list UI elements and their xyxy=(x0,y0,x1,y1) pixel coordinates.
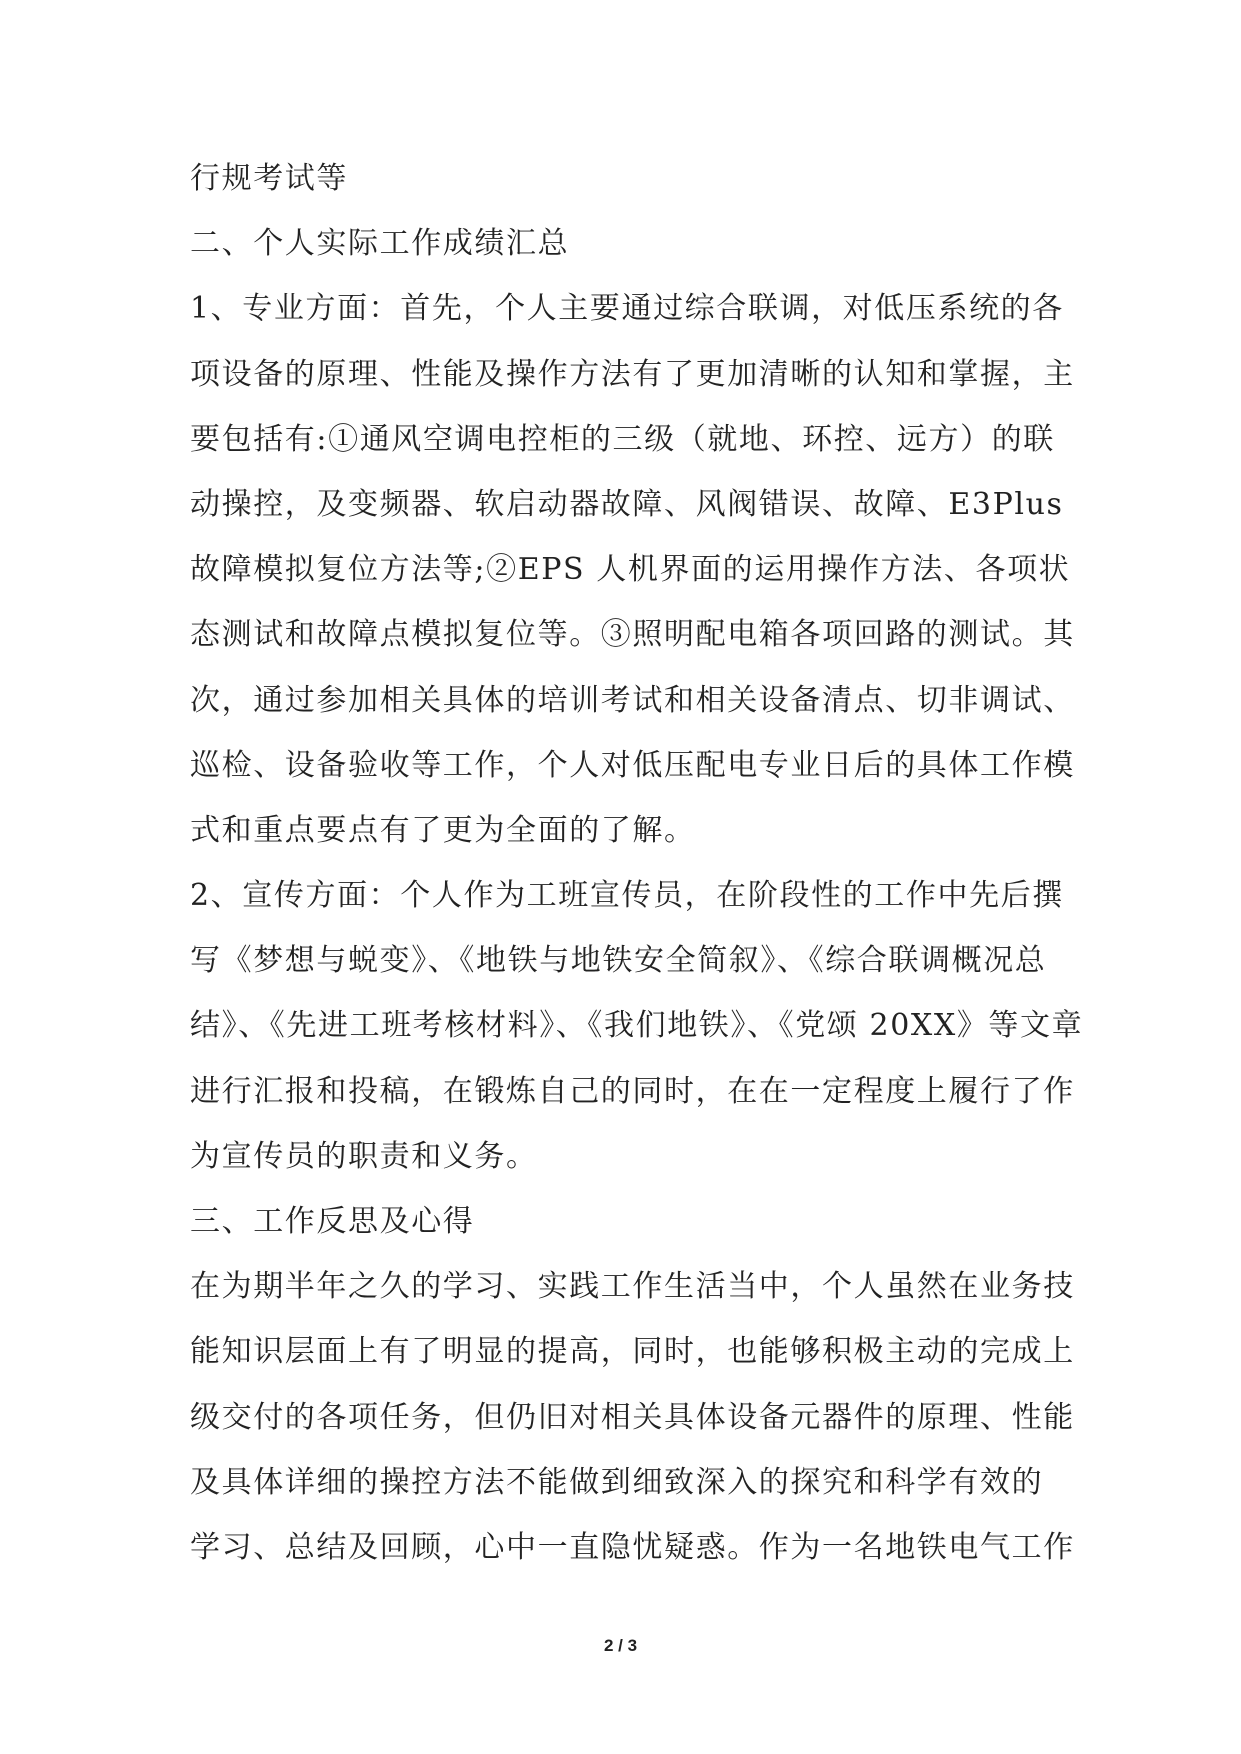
text-line: 学习、总结及回顾，心中一直隐忧疑惑。作为一名地铁电气工作 xyxy=(190,1529,1075,1565)
text-line: 项设备的原理、性能及操作方法有了更加清晰的认知和掌握，主 xyxy=(190,356,1075,392)
document-body xyxy=(190,146,1110,1580)
page-number: 2 / 3 xyxy=(603,1636,638,1655)
paragraph-reflection xyxy=(190,1254,1110,1580)
text-line: 在为期半年之久的学习、实践工作生活当中，个人虽然在业务技 xyxy=(190,1269,1075,1305)
text-line: 写《梦想与蜕变》、《地铁与地铁安全简叙》、《综合联调概况总 xyxy=(190,943,1047,979)
text-line: 态测试和故障点模拟复位等。③照明配电箱各项回路的测试。其 xyxy=(190,617,1075,653)
text-line: 2、宣传方面：个人作为工班宣传员，在阶段性的工作中先后撰 xyxy=(190,878,1064,914)
text-line: 能知识层面上有了明显的提高，同时，也能够积极主动的完成上 xyxy=(190,1334,1075,1370)
paragraph-professional xyxy=(190,276,1110,863)
text-line: 行规考试等 xyxy=(190,161,348,196)
text-line: 动操控，及变频器、软启动器故障、风阀错误、故障、E3Plus xyxy=(190,486,1064,522)
paragraph-publicity xyxy=(190,863,1110,1189)
section-heading-2 xyxy=(190,211,1110,276)
text-line: 级交付的各项任务，但仍旧对相关具体设备元器件的原理、性能 xyxy=(190,1399,1075,1435)
text-line: 及具体详细的操控方法不能做到细致深入的探究和科学有效的 xyxy=(190,1464,1044,1500)
text-line: 要包括有:①通风空调电控柜的三级（就地、环控、远方）的联 xyxy=(190,421,1055,457)
section-heading-text: 二、个人实际工作成绩汇总 xyxy=(190,226,570,262)
text-line: 巡检、设备验收等工作，个人对低压配电专业日后的具体工作模 xyxy=(190,747,1075,783)
section-heading-3 xyxy=(190,1189,1110,1254)
paragraph-continuation xyxy=(190,146,1110,211)
text-line: 结》、《先进工班考核材料》、《我们地铁》、《党颂 20XX》等文章 xyxy=(190,1008,1084,1044)
text-line: 式和重点要点有了更为全面的了解。 xyxy=(190,812,696,848)
text-line: 1、专业方面：首先，个人主要通过综合联调，对低压系统的各 xyxy=(190,291,1064,327)
text-line: 次，通过参加相关具体的培训考试和相关设备清点、切非调试、 xyxy=(190,682,1075,718)
text-line: 故障模拟复位方法等;②EPS 人机界面的运用操作方法、各项状 xyxy=(190,552,1071,588)
section-heading-text: 三、工作反思及心得 xyxy=(190,1204,475,1239)
text-line: 为宣传员的职责和义务。 xyxy=(190,1138,538,1174)
text-line: 进行汇报和投稿，在锻炼自己的同时，在在一定程度上履行了作 xyxy=(190,1073,1075,1109)
